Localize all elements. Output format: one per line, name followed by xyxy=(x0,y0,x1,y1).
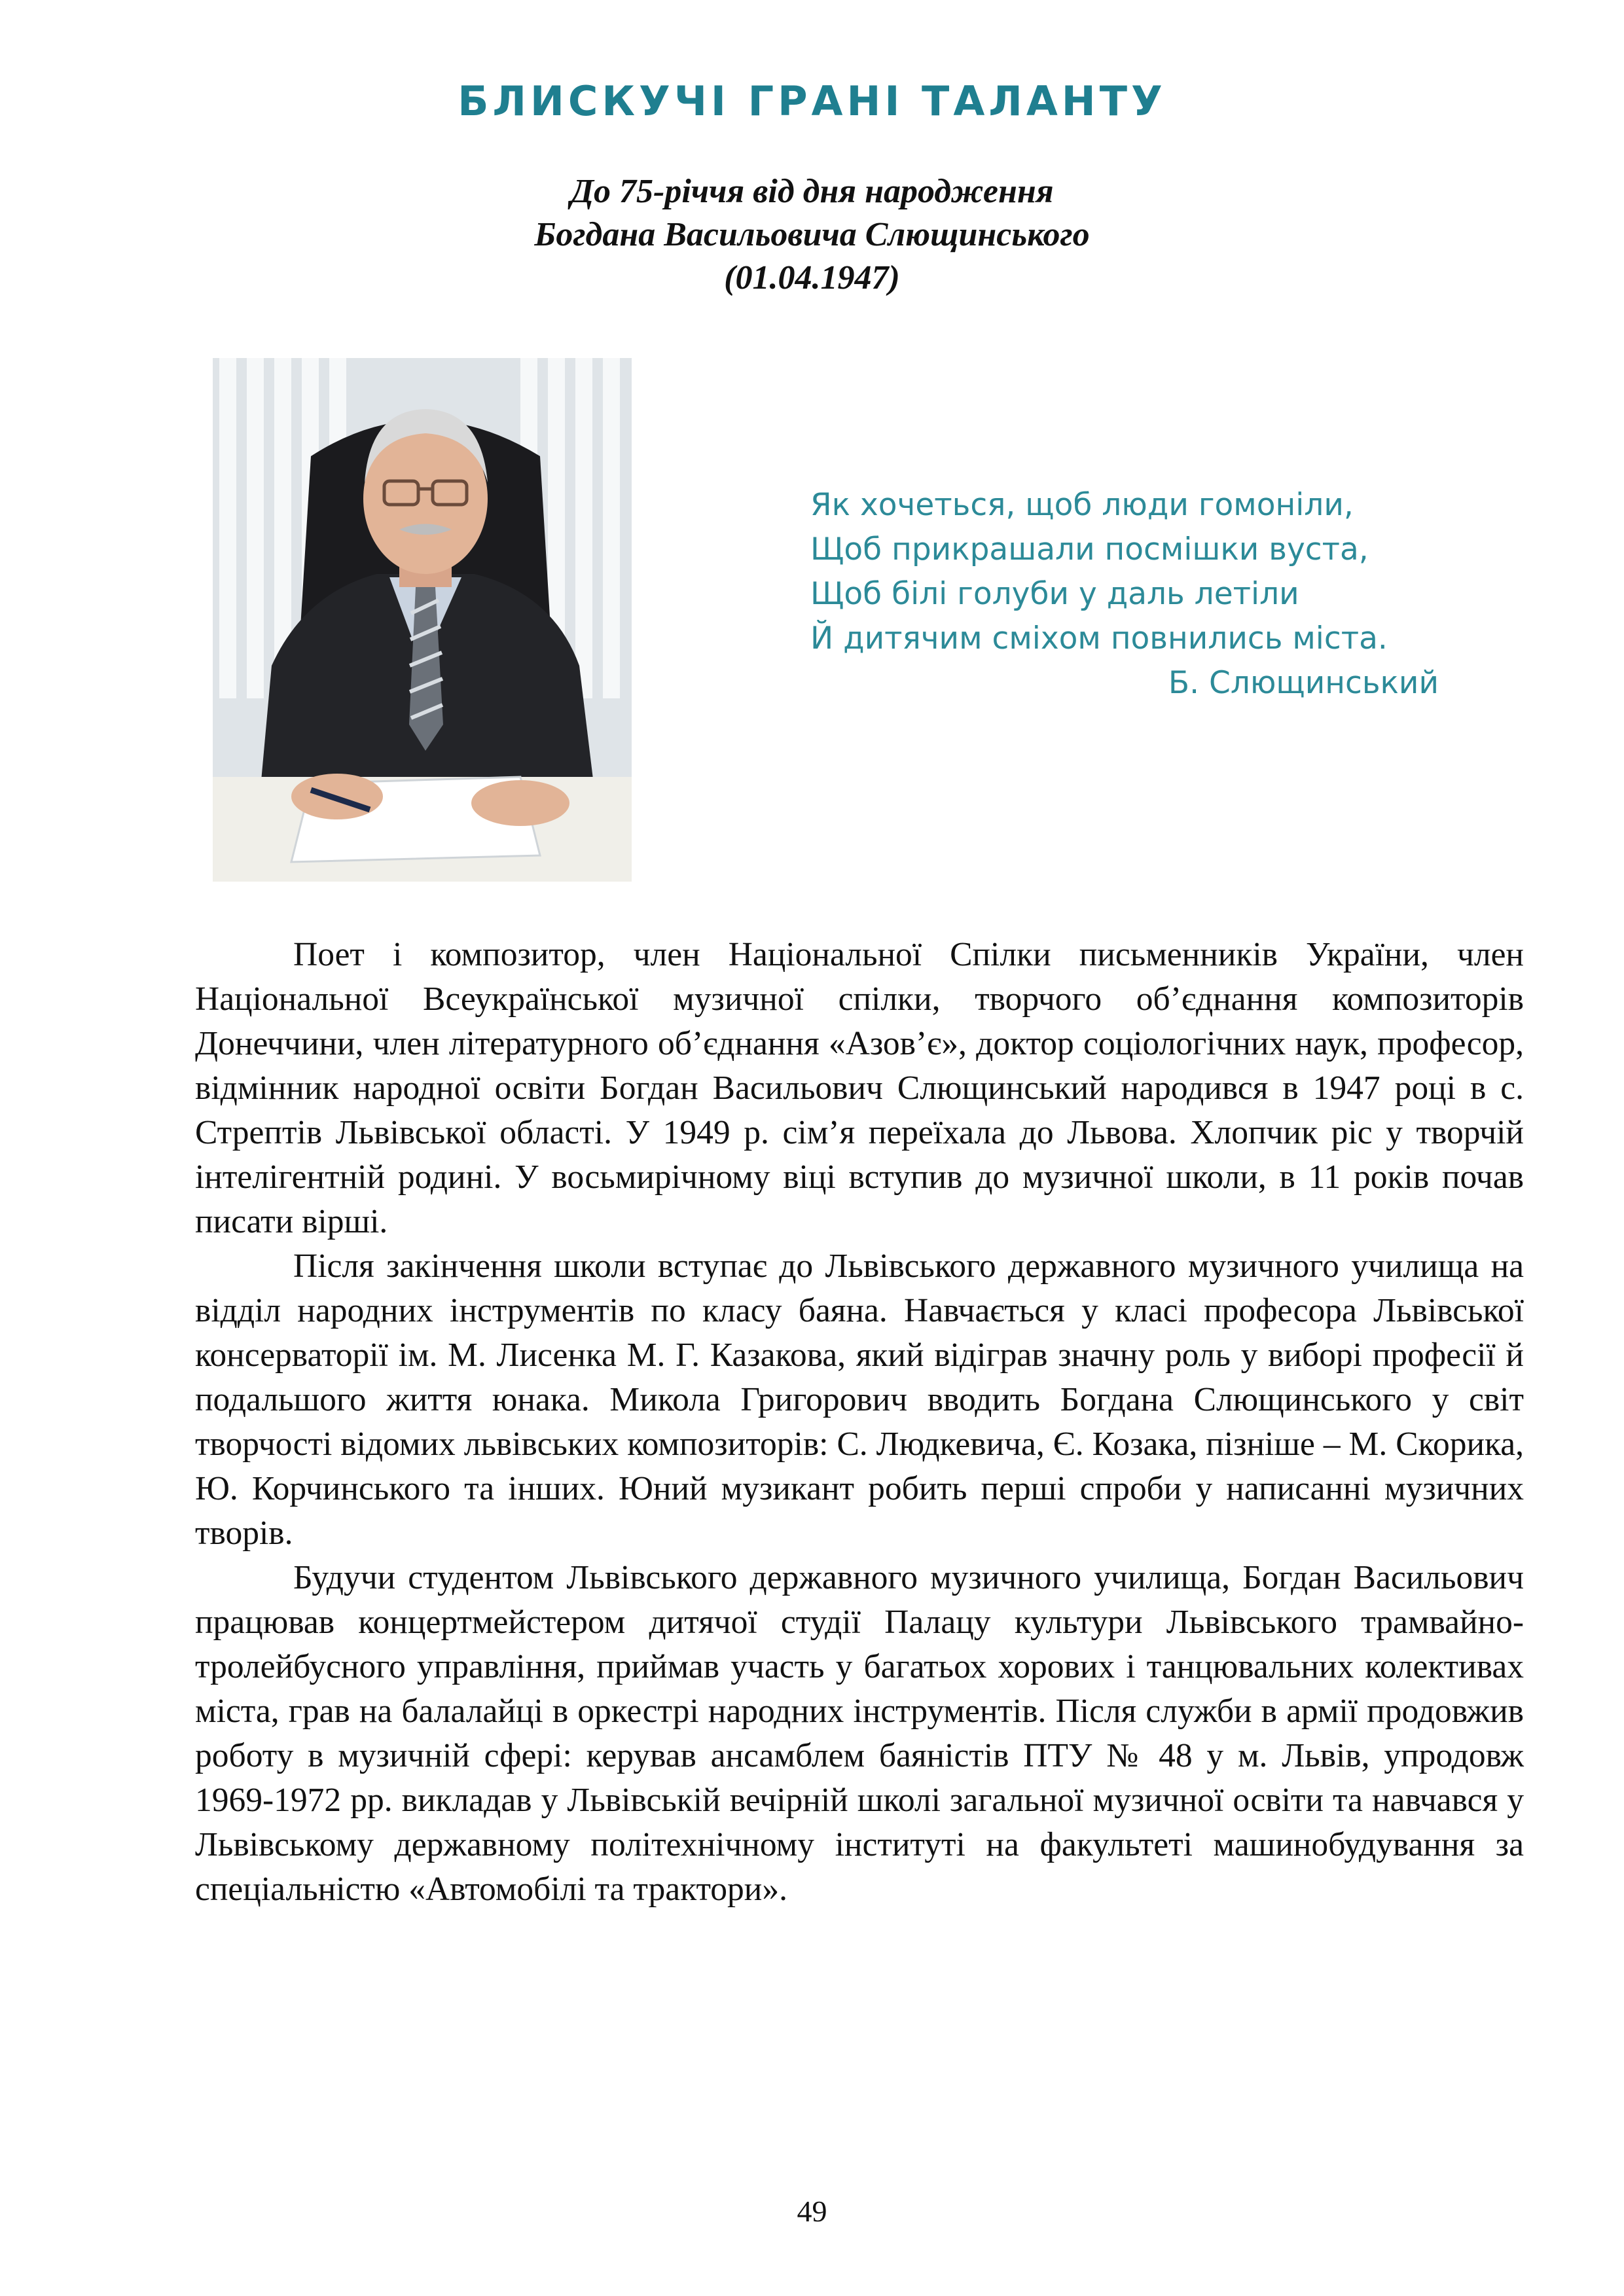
subtitle-line-2: Богдана Васильовича Слющинського xyxy=(534,216,1090,253)
paragraph: Поет і композитор, член Національної Спілки письменників України, член Національної Всеукраїнської музичної спілки, творчого об’єднання композиторів Донеччини, член літературного об’єднання «Азов’є», доктор соціологічних наук, професор, відмінник народної освіти Богдан Васильович Слющинський народився в 1947 році в с. Стрептів Львівської області. У 1949 р. сім’я переїхала до Львова. Хлопчик ріс у творчій інтелігентній родині. У восьмирічному віці вступив до музичної школи, в 11 років почав писати вірші. xyxy=(195,936,1524,1240)
portrait-photo xyxy=(213,358,632,882)
subtitle-line-3: (01.04.1947) xyxy=(724,259,900,296)
article-body xyxy=(195,933,1524,1912)
epigraph-poem xyxy=(810,483,1465,706)
poem-line: Щоб прикрашали посмішки вуста, xyxy=(810,531,1369,567)
poem-author: Б. Слющинський xyxy=(1168,665,1439,701)
subtitle xyxy=(0,170,1624,300)
poem-line: Щоб білі голуби у даль летіли xyxy=(810,576,1299,612)
paragraph: Будучи студентом Львівського державного музичного училища, Богдан Васильович працював концертмейстером дитячої студії Палацу культури Львівського трамвайно-тролейбусного управління, приймав участь у багатьох хорових і танцювальних колективах міста, грав на балалайці в оркестрі народних інструментів. Після служби в армії продовжив роботу в музичній сфері: керував ансамблем баяністів ПТУ № 48 у м. Львів, упродовж 1969-1972 рр. викладав у Львівській вечірній школі загальної музичної освіти та навчався у Львівському державному політехнічному інституті на факультеті машинобудування за спеціальністю «Автомобілі та трактори». xyxy=(195,1559,1524,1908)
page-number: 49 xyxy=(797,2195,827,2228)
subtitle-line-1: До 75-річчя від дня народження xyxy=(570,173,1054,210)
paragraph: Після закінчення школи вступає до Львівського державного музичного училища на відділ народних інструментів по класу баяна. Навчається у класі професора Львівської консерваторії ім. М. Лисенка М. Г. Казакова, який відіграв значну роль у виборі професії й подальшого життя юнака. Микола Григорович вводить Богдана Слющинського у світ творчості відомих львівських композиторів: С. Людкевича, Є. Козака, пізніше – М. Скорика, Ю. Корчинського та інших. Юний музикант робить перші спроби у написанні музичних творів. xyxy=(195,1247,1524,1552)
poem-line: Й дитячим сміхом повнились міста. xyxy=(810,620,1388,656)
page-title: БЛИСКУЧІ ГРАНІ ТАЛАНТУ xyxy=(458,77,1166,125)
poem-line: Як хочеться, щоб люди гомоніли, xyxy=(810,487,1354,523)
